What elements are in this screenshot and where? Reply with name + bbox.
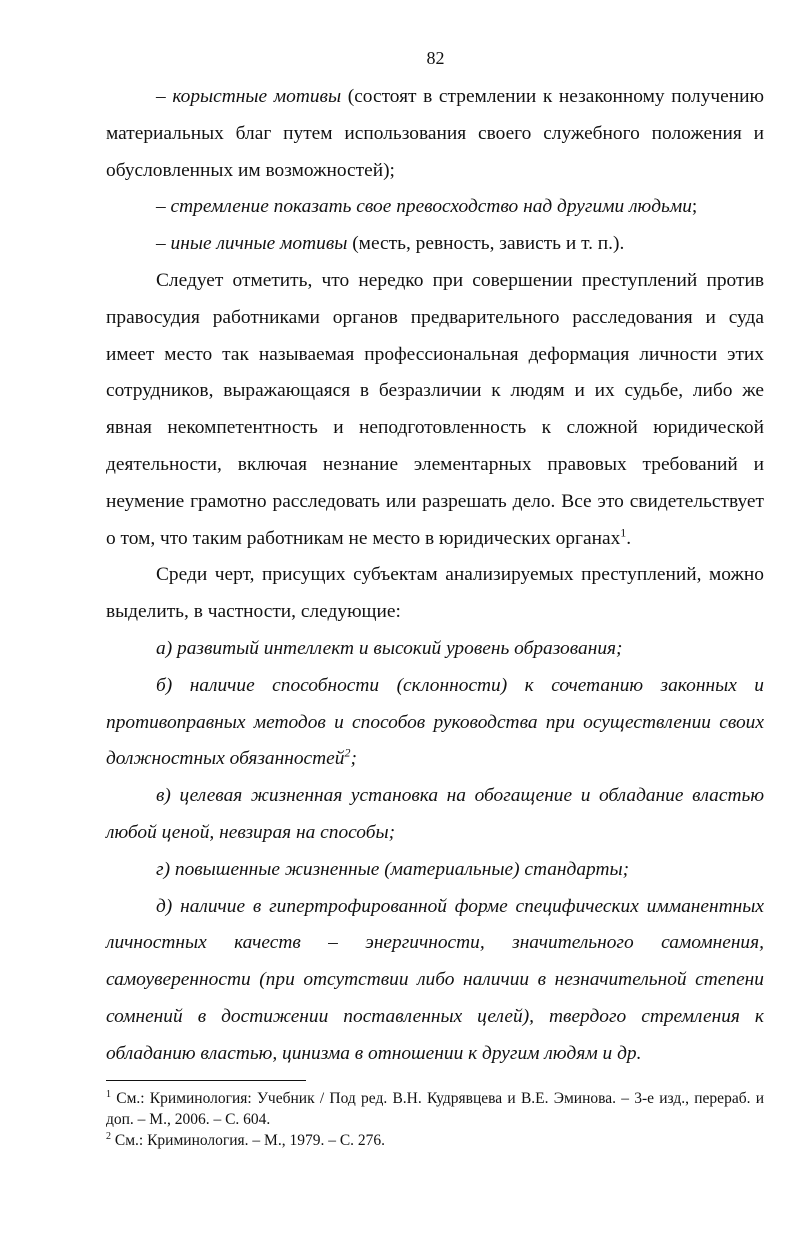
footnote-text: См.: Криминология: Учебник / Под ред. В.Н. Кудрявцева и В.Е. Эминова. – 3-е изд., перераб. и доп. – М., 2006. – С. 604. xyxy=(106,1090,764,1128)
paragraph-deformation xyxy=(106,263,764,557)
dash: – xyxy=(156,86,173,107)
footnote-ref: 2 xyxy=(344,745,351,760)
trait-item-a: а) развитый интеллект и высокий уровень образования; xyxy=(156,637,623,659)
footnote-mark: 1 xyxy=(106,1088,111,1100)
footnote-text: См.: Криминология. – М., 1979. – С. 276. xyxy=(111,1132,386,1149)
paragraph-text: Среди черт, присущих субъектам анализируемых преступлений, можно выделить, в частности, следующие: xyxy=(106,564,764,623)
punctuation: ; xyxy=(350,748,357,770)
paragraph-text: Следует отметить, что нередко при совершении преступлений против правосудия работниками органов предварительного расследования и суда имеет место так называемая профессиональная деформация личности этих сотрудников, выражающаяся в безразличии к людям и их судьбе, либо же явная некомпетентность и неподготовленность к сложной юридической деятельности, включая незнание элементарных правовых требований и неумение грамотно расследовать или разрешать дело. Все это свидетельствует о том, что таким работникам не место в юридических органах xyxy=(106,269,764,549)
trait-item-b xyxy=(106,668,764,778)
footnote-1 xyxy=(106,1088,764,1130)
paragraph-motive-personal xyxy=(106,226,764,263)
italic-term: корыстные мотивы xyxy=(172,86,342,107)
paragraph-traits-intro xyxy=(106,557,764,631)
dash: – xyxy=(156,196,171,218)
paragraph-motive-mercenary xyxy=(106,79,764,189)
footnote-2 xyxy=(106,1130,764,1151)
page-number: 82 xyxy=(426,48,445,68)
paragraph-text: (состоят в стремлении к незаконному получению материальных благ путем использования своего служебного положения и обусловленных им возможностей); xyxy=(106,86,764,181)
italic-term: стремление показать свое превосходство над другими людьми xyxy=(170,196,692,218)
dash: – xyxy=(156,233,171,255)
paragraph-motive-superiority xyxy=(106,189,764,226)
paragraph-text: ; xyxy=(691,196,698,218)
paragraph-text: (месть, ревность, зависть и т. п.). xyxy=(347,233,625,255)
trait-item-d: д) наличие в гипертрофированной форме специфических имманентных личностных качеств – энергичности, значительного самомнения, самоуверенности (при отсутствии либо наличии в незначительной степени сомнений в достижении поставленных целей), твердого стремления к обладанию властью, цинизма в отношении к другим людям и др. xyxy=(106,895,764,1064)
trait-item-v: в) целевая жизненная установка на обогащение и обладание властью любой ценой, невзирая на способы; xyxy=(106,785,764,843)
punctuation: . xyxy=(626,527,632,549)
footnotes xyxy=(106,1088,764,1151)
paragraph-text: б) наличие способности (склонности) к сочетанию законных и противоправных методов и способов руководства при осуществлении своих должностных обязанностей xyxy=(106,674,764,770)
footnote-divider xyxy=(106,1080,306,1081)
trait-item-g: г) повышенные жизненные (материальные) стандарты; xyxy=(156,858,630,880)
footnote-ref: 1 xyxy=(620,525,627,540)
body-text xyxy=(106,79,764,1073)
footnote-mark: 2 xyxy=(106,1130,111,1142)
italic-term: иные личные мотивы xyxy=(170,233,348,255)
